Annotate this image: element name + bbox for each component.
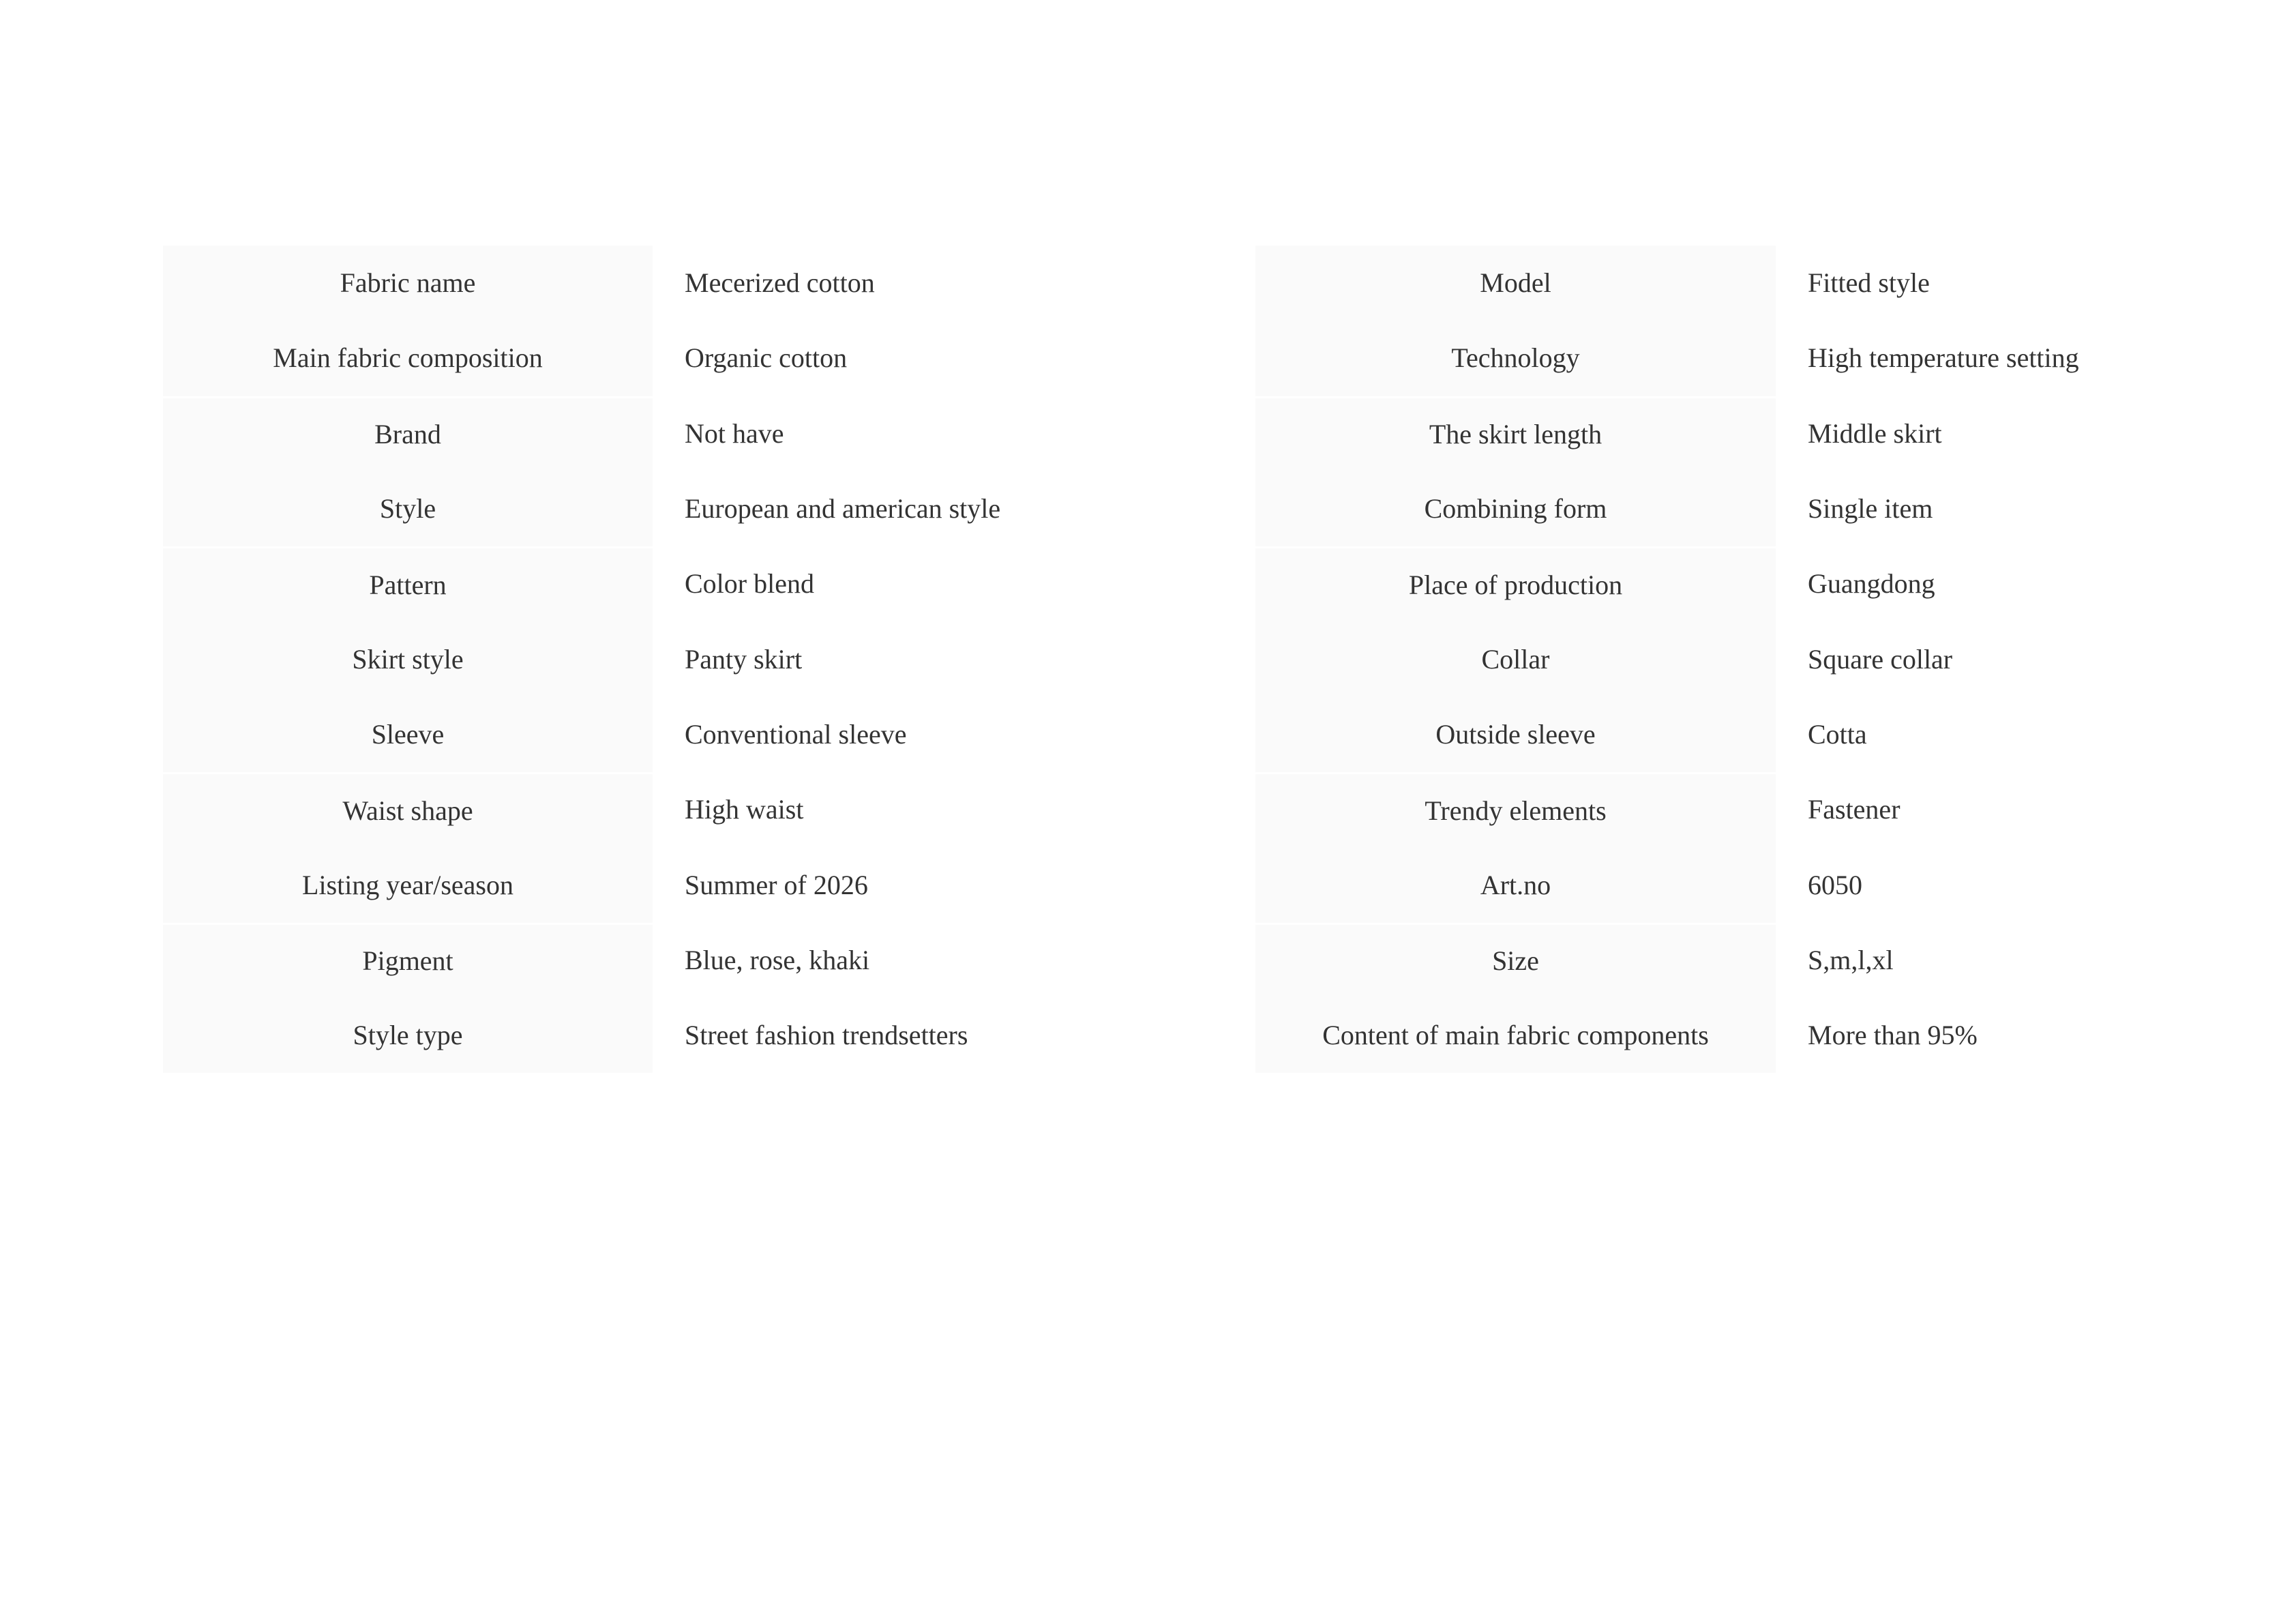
- spec-label: Pigment: [163, 923, 653, 998]
- spec-value: Square collar: [1808, 643, 1953, 675]
- spec-row: [1255, 621, 2243, 696]
- spec-row: [163, 321, 1255, 396]
- spec-value: 6050: [1808, 869, 1862, 900]
- spec-label: Model: [1255, 246, 1776, 321]
- spec-value: Fitted style: [1808, 267, 1930, 299]
- spec-value: Street fashion trendsetters: [685, 1020, 968, 1051]
- spec-label: Pattern: [163, 546, 653, 621]
- spec-value: Panty skirt: [685, 643, 803, 675]
- spec-label: Fabric name: [163, 246, 653, 321]
- spec-label: Technology: [1255, 321, 1776, 396]
- spec-row: [1255, 772, 2243, 847]
- spec-label: The skirt length: [1255, 396, 1776, 471]
- spec-value: Guangdong: [1808, 568, 1935, 600]
- spec-label: Combining form: [1255, 471, 1776, 546]
- spec-label: Main fabric composition: [163, 321, 653, 396]
- spec-value: Middle skirt: [1808, 417, 1942, 449]
- spec-row: [1255, 396, 2243, 471]
- spec-label: Place of production: [1255, 546, 1776, 621]
- spec-row: [1255, 546, 2243, 621]
- spec-value: Organic cotton: [685, 342, 848, 374]
- spec-value: Blue, rose, khaki: [685, 944, 870, 975]
- spec-value: European and american style: [685, 493, 1001, 525]
- spec-value: Color blend: [685, 568, 814, 600]
- spec-value: Cotta: [1808, 718, 1867, 750]
- spec-row: [1255, 847, 2243, 922]
- spec-value: Single item: [1808, 493, 1933, 525]
- spec-row: [163, 621, 1255, 696]
- spec-row: [163, 396, 1255, 471]
- spec-label: Outside sleeve: [1255, 697, 1776, 772]
- spec-row: [1255, 998, 2243, 1073]
- spec-table-right: [1255, 246, 2243, 1073]
- spec-table-left: [163, 246, 1255, 1073]
- spec-row: [1255, 697, 2243, 772]
- spec-label: Waist shape: [163, 772, 653, 847]
- spec-label: Collar: [1255, 621, 1776, 696]
- spec-value: Mecerized cotton: [685, 267, 875, 299]
- spec-label: Trendy elements: [1255, 772, 1776, 847]
- spec-row: [163, 246, 1255, 321]
- spec-label: Style type: [163, 998, 653, 1073]
- spec-value: More than 95%: [1808, 1020, 1978, 1051]
- spec-row: [1255, 321, 2243, 396]
- spec-value: S,m,l,xl: [1808, 944, 1894, 975]
- spec-row: [163, 546, 1255, 621]
- spec-row: [163, 998, 1255, 1073]
- spec-value: Conventional sleeve: [685, 718, 907, 750]
- spec-value: High waist: [685, 794, 804, 825]
- spec-value: Not have: [685, 417, 784, 449]
- product-spec-tables: [163, 246, 2243, 1073]
- spec-row: [163, 697, 1255, 772]
- spec-row: [1255, 246, 2243, 321]
- spec-label: Art.no: [1255, 847, 1776, 922]
- spec-row: [163, 772, 1255, 847]
- spec-row: [1255, 923, 2243, 998]
- spec-row: [163, 471, 1255, 546]
- spec-label: Listing year/season: [163, 847, 653, 922]
- spec-label: Size: [1255, 923, 1776, 998]
- spec-label: Style: [163, 471, 653, 546]
- spec-value: Fastener: [1808, 794, 1900, 825]
- spec-value: High temperature setting: [1808, 342, 2079, 374]
- spec-row: [163, 923, 1255, 998]
- spec-row: [163, 847, 1255, 922]
- spec-label: Sleeve: [163, 697, 653, 772]
- spec-label: Content of main fabric components: [1255, 998, 1776, 1073]
- spec-row: [1255, 471, 2243, 546]
- spec-label: Brand: [163, 396, 653, 471]
- spec-label: Skirt style: [163, 621, 653, 696]
- spec-value: Summer of 2026: [685, 869, 868, 900]
